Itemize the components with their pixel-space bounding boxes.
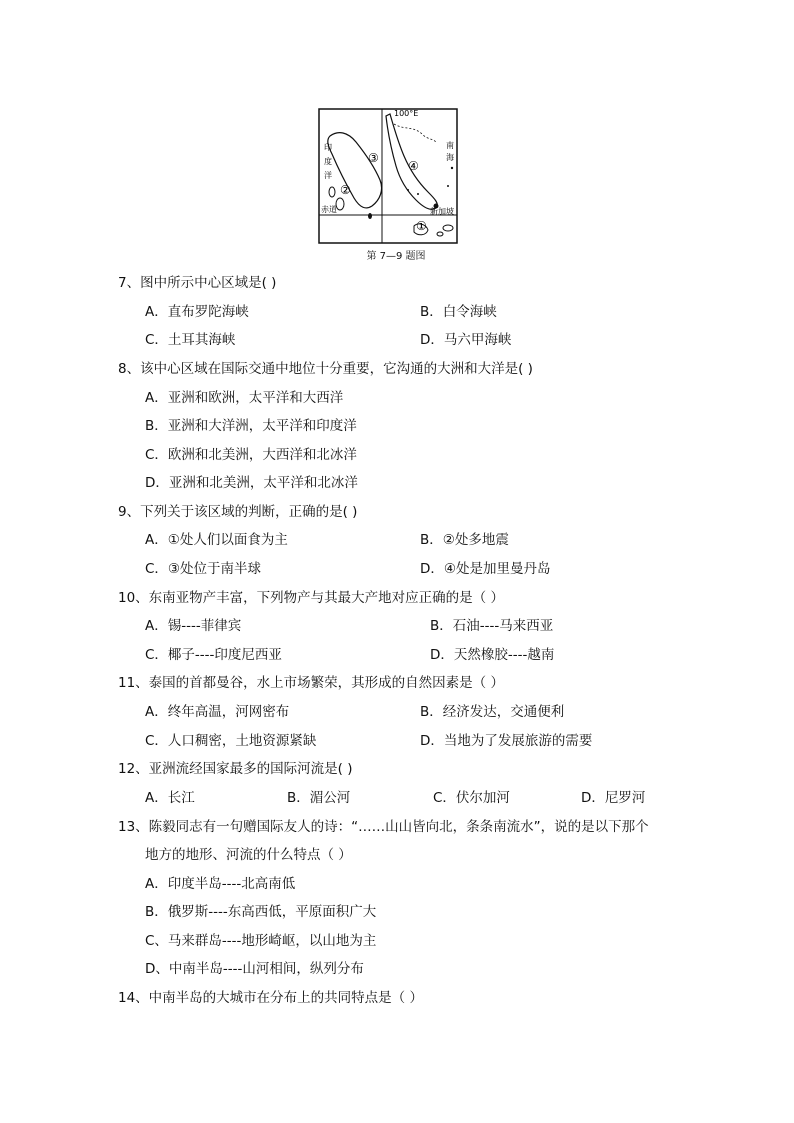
question-7-option-b: B．白令海峡 bbox=[420, 304, 497, 320]
map-region-mark-1: ① bbox=[416, 219, 427, 233]
question-11-option-d: D．当地为了发展旅游的需要 bbox=[420, 733, 593, 749]
map-figure bbox=[318, 108, 458, 244]
question-12-option-b: B．湄公河 bbox=[287, 790, 351, 806]
map-left-label-3: 洋 bbox=[324, 171, 332, 180]
question-10-option-a: A．锡----菲律宾 bbox=[145, 618, 242, 634]
question-7-stem: 7、图中所示中心区域是( ) bbox=[118, 275, 277, 291]
map-city-label: 新加坡 bbox=[430, 207, 454, 216]
question-13-option-c: C、马来群岛----地形崎岖，以山地为主 bbox=[145, 933, 377, 949]
map-drawing bbox=[318, 108, 458, 244]
question-11-stem: 11、泰国的首都曼谷，水上市场繁荣，其形成的自然因素是（ ） bbox=[118, 675, 504, 691]
question-11-option-a: A．终年高温，河网密布 bbox=[145, 704, 290, 720]
question-12-option-d: D．尼罗河 bbox=[581, 790, 646, 806]
map-region-mark-3: ③ bbox=[368, 151, 379, 165]
question-8-option-b: B．亚洲和大洋洲，太平洋和印度洋 bbox=[145, 418, 357, 434]
question-9-stem: 9、下列关于该区域的判断，正确的是( ) bbox=[118, 504, 358, 520]
question-11-option-b: B．经济发达，交通便利 bbox=[420, 704, 565, 720]
map-meridian-label: 100°E bbox=[394, 109, 419, 118]
map-caption: 第 7—9 题图 bbox=[366, 251, 426, 262]
question-10-option-b: B．石油----马来西亚 bbox=[430, 618, 554, 634]
question-9-option-d: D．④处是加里曼丹岛 bbox=[420, 561, 551, 577]
map-left-label-1: 印 bbox=[324, 143, 332, 152]
map-right-label-1: 南 bbox=[446, 141, 454, 150]
question-13-option-d: D、中南半岛----山河相间，纵列分布 bbox=[145, 961, 364, 977]
question-11-option-c: C．人口稠密，土地资源紧缺 bbox=[145, 733, 317, 749]
question-12-stem: 12、亚洲流经国家最多的国际河流是( ) bbox=[118, 761, 353, 777]
question-10-stem: 10、东南亚物产丰富，下列物产与其最大产地对应正确的是（ ） bbox=[118, 590, 504, 606]
question-13-stem: 13、陈毅同志有一句赠国际友人的诗：“……山山皆向北，条条南流水”，说的是以下那个 bbox=[118, 819, 649, 835]
map-region-mark-2: ② bbox=[340, 183, 351, 197]
question-12-option-c: C．伏尔加河 bbox=[433, 790, 510, 806]
question-10-option-c: C．椰子----印度尼西亚 bbox=[145, 647, 282, 663]
question-8-option-d: D．亚洲和北美洲，太平洋和北冰洋 bbox=[145, 475, 358, 491]
question-13-option-b: B．俄罗斯----东高西低，平原面积广大 bbox=[145, 904, 377, 920]
question-13-stem-continued: 地方的地形、河流的什么特点（ ） bbox=[145, 847, 352, 863]
map-left-label-2: 度 bbox=[324, 157, 332, 166]
map-equator-label: 赤道 bbox=[321, 205, 337, 214]
question-7-option-a: A．直布罗陀海峡 bbox=[145, 304, 249, 320]
question-8-option-c: C．欧洲和北美洲，大西洋和北冰洋 bbox=[145, 447, 357, 463]
question-10-option-d: D．天然橡胶----越南 bbox=[430, 647, 555, 663]
map-region-mark-4: ④ bbox=[408, 159, 419, 173]
question-9-option-a: A．①处人们以面食为主 bbox=[145, 532, 288, 548]
map-right-label-2: 海 bbox=[446, 153, 454, 162]
question-12-option-a: A．长江 bbox=[145, 790, 195, 806]
question-9-option-b: B．②处多地震 bbox=[420, 532, 509, 548]
question-7-option-c: C．土耳其海峡 bbox=[145, 332, 236, 348]
question-14-stem: 14、中南半岛的大城市在分布上的共同特点是（ ） bbox=[118, 990, 423, 1006]
question-13-option-a: A．印度半岛----北高南低 bbox=[145, 876, 296, 892]
question-8-option-a: A．亚洲和欧洲，太平洋和大西洋 bbox=[145, 390, 344, 406]
question-9-option-c: C．③处位于南半球 bbox=[145, 561, 262, 577]
question-7-option-d: D．马六甲海峡 bbox=[420, 332, 512, 348]
question-8-stem: 8、该中心区域在国际交通中地位十分重要，它沟通的大洲和大洋是( ) bbox=[118, 361, 533, 377]
